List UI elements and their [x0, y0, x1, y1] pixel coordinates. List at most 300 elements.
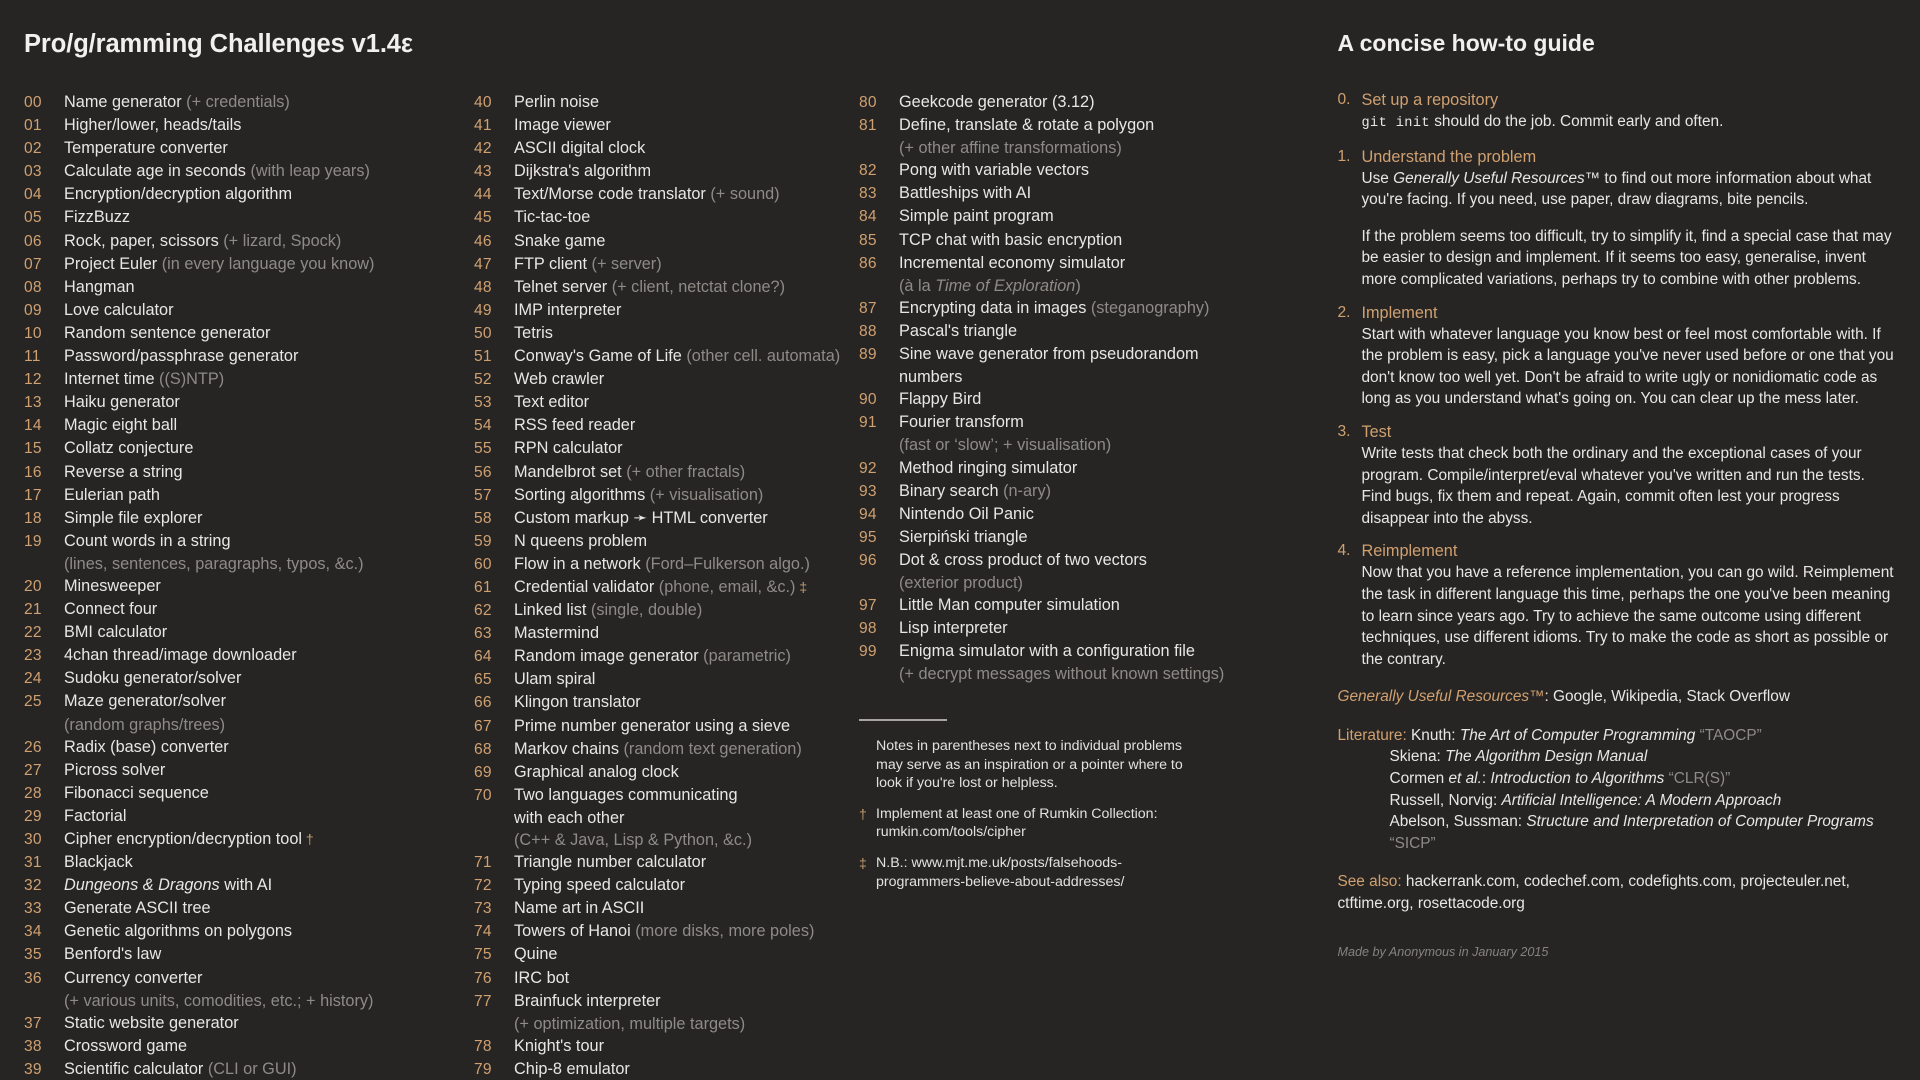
challenge-number: 83	[859, 185, 877, 203]
challenge-number: 58	[474, 509, 492, 527]
challenge-number: 73	[474, 900, 492, 918]
challenge-item	[474, 137, 859, 160]
challenge-label: Define, translate & rotate a polygon	[899, 116, 1155, 135]
challenge-number: 04	[24, 186, 42, 204]
challenge-item	[474, 1035, 859, 1058]
challenge-item	[24, 137, 474, 160]
guide-step	[1337, 421, 1896, 529]
challenge-number: 47	[474, 255, 492, 273]
guide-step-paragraph: Now that you have a reference implementation, you can go wild. Reimplement the task in different language this time, perhaps the one you've been meaning to learn since years ago. Try to achieve the same outcome using different techniques, use different idioms. Try to make the code as short as possible or the contrary.	[1361, 564, 1894, 668]
challenge-number: 23	[24, 647, 42, 665]
challenge-note-continuation: (+ decrypt messages without known settings)	[899, 665, 1225, 684]
challenge-number: 22	[24, 624, 42, 642]
challenge-item	[24, 345, 474, 368]
literature-work-title: Artificial Intelligence: A Modern Approach	[1501, 791, 1782, 809]
guide-step-heading: Understand the problem	[1361, 147, 1537, 166]
challenge-item	[24, 736, 474, 759]
challenge-label: Name art in ASCII	[514, 899, 645, 918]
challenge-item	[859, 91, 1289, 114]
challenge-label: Genetic algorithms on polygons	[64, 922, 293, 941]
guide-step-paragraph: Write tests that check both the ordinary and the exceptional cases of your program. Compile/interpret/eval whatever you've written and run the tests. Find bugs, fix them and repeat. Again, commit often lest your progress disappear into the abyss.	[1361, 444, 1865, 527]
challenge-number: 67	[474, 717, 492, 735]
guide-step-paragraph: Use Generally Useful Resources™ to find out more information about what you're facing. If you need, use paper, draw diagrams, bite pencils.	[1361, 169, 1872, 209]
challenge-number: 36	[24, 969, 42, 987]
guide-step-body	[1361, 302, 1896, 410]
challenge-item	[24, 91, 474, 114]
challenge-number: 30	[24, 831, 42, 848]
challenge-number: 88	[859, 322, 877, 340]
challenge-number: 71	[474, 854, 492, 872]
challenge-label: Flappy Bird	[899, 390, 982, 409]
challenge-number: 79	[474, 1060, 492, 1078]
challenge-number: 84	[859, 208, 877, 226]
challenge-number: 81	[859, 117, 877, 135]
challenge-number: 51	[474, 348, 492, 366]
challenge-item	[474, 622, 859, 645]
challenge-item	[24, 322, 474, 345]
generally-useful-resources-line	[1337, 686, 1896, 708]
challenge-item	[24, 920, 474, 943]
challenge-item	[474, 897, 859, 920]
challenge-number: 25	[24, 693, 42, 711]
literature-label: Literature:	[1337, 726, 1412, 744]
challenge-item	[859, 205, 1289, 228]
guide-step-number: 3.	[1337, 422, 1351, 440]
challenge-label: Hangman	[64, 277, 135, 296]
challenge-label: Reverse a string	[64, 462, 183, 481]
challenge-item	[24, 1012, 474, 1035]
challenge-label: Temperature converter	[64, 139, 228, 158]
challenge-label: Knight's tour	[514, 1036, 604, 1055]
challenge-number: 31	[24, 854, 42, 872]
challenge-item	[474, 1058, 859, 1080]
challenge-number: 38	[24, 1037, 42, 1055]
guide-step-number: 0.	[1337, 91, 1351, 108]
challenge-number: 34	[24, 923, 42, 941]
challenge-label: Custom markup ➛ HTML converter	[514, 508, 768, 527]
challenge-number: 27	[24, 761, 42, 779]
challenge-continuation: with each other	[514, 808, 625, 827]
challenge-note-continuation: (exterior product)	[899, 573, 1023, 592]
challenge-label: Crossword game	[64, 1036, 188, 1055]
challenge-label: Prime number generator using a sieve	[514, 716, 791, 735]
guide-step	[1337, 540, 1896, 670]
challenge-note: (+ server)	[587, 254, 662, 273]
challenge-note-continuation: (+ optimization, multiple targets)	[514, 1014, 746, 1033]
challenge-note: (+ sound)	[705, 185, 780, 204]
challenge-label: Telnet server (+ client, netctat clone?)	[514, 277, 786, 296]
guide-step-body	[1361, 421, 1896, 529]
challenge-label: Image viewer	[514, 116, 611, 135]
challenge-item	[859, 640, 1289, 663]
challenge-note: (phone, email, &c.)	[654, 577, 796, 596]
challenge-column-1	[24, 91, 474, 1080]
challenge-note: (+ client, netctat clone?)	[607, 277, 786, 296]
challenge-columns	[24, 91, 1301, 1080]
challenge-label: Mandelbrot set (+ other fractals)	[514, 462, 746, 481]
challenge-number: 93	[859, 482, 877, 500]
challenge-item	[474, 784, 859, 807]
challenge-number: 24	[24, 670, 42, 688]
challenge-label: Fibonacci sequence	[64, 783, 209, 802]
challenge-label: Love calculator	[64, 300, 174, 319]
guide-step	[1337, 146, 1896, 291]
challenge-item	[474, 114, 859, 137]
challenge-item	[24, 644, 474, 667]
challenge-label: Project Euler (in every language you know)	[64, 254, 375, 273]
challenge-number: 54	[474, 417, 492, 435]
footnote-text: Notes in parentheses next to individual problems may serve as an inspiration or a pointer where to look if you're lost or helpless.	[876, 738, 1183, 792]
challenge-note: (CLI or GUI)	[203, 1059, 297, 1078]
challenge-number: 16	[24, 463, 42, 481]
guide-step-paragraph: git init should do the job. Commit early and often.	[1361, 113, 1724, 131]
challenge-label: 4chan thread/image downloader	[64, 646, 297, 665]
literature-abbreviation: “CLR(S)”	[1664, 770, 1731, 788]
challenge-label: Generate ASCII tree	[64, 899, 211, 918]
challenge-continuation: numbers	[899, 368, 963, 387]
challenge-number: 00	[24, 94, 42, 111]
challenge-item	[24, 1058, 474, 1080]
challenge-item	[474, 230, 859, 253]
challenge-item	[474, 507, 859, 530]
challenge-label: Magic eight ball	[64, 416, 178, 435]
challenge-number: 45	[474, 209, 492, 227]
challenge-item	[859, 457, 1289, 480]
challenge-label: Simple file explorer	[64, 508, 203, 527]
footnote-text: Implement at least one of Rumkin Collection: rumkin.com/tools/cipher	[876, 805, 1158, 841]
challenge-label: Picross solver	[64, 760, 166, 779]
challenge-label: Credential validator (phone, email, &c.) ‡	[514, 577, 808, 596]
challenge-number: 32	[24, 877, 42, 895]
challenge-label: Lisp interpreter	[899, 619, 1008, 638]
challenge-label: Maze generator/solver	[64, 692, 226, 711]
challenge-label: Eulerian path	[64, 485, 160, 504]
challenge-label: Scientific calculator (CLI or GUI)	[64, 1059, 297, 1078]
challenge-note: (single, double)	[586, 601, 703, 620]
challenge-item	[24, 621, 474, 644]
challenge-number: 69	[474, 763, 492, 781]
challenge-label: Battleships with AI	[899, 184, 1032, 203]
challenge-number: 06	[24, 232, 42, 250]
challenge-label: Method ringing simulator	[899, 458, 1078, 477]
challenge-item	[859, 480, 1289, 503]
challenge-number: 18	[24, 509, 42, 527]
challenge-number: 39	[24, 1060, 42, 1078]
challenge-item	[24, 414, 474, 437]
guide-step-heading: Implement	[1361, 303, 1438, 322]
challenge-label: Binary search (n-ary)	[899, 481, 1052, 500]
challenge-number: 99	[859, 643, 877, 661]
challenge-item	[24, 114, 474, 137]
challenge-item	[24, 851, 474, 874]
challenge-number: 90	[859, 391, 877, 409]
challenge-label: Nintendo Oil Panic	[899, 504, 1034, 523]
challenge-label: Haiku generator	[64, 393, 180, 412]
challenge-number: 21	[24, 601, 42, 619]
challenge-number: 80	[859, 94, 877, 111]
challenge-number: 28	[24, 784, 42, 802]
page-title: Pro/g/ramming Challenges v1.4ε	[24, 30, 413, 58]
challenge-number: 03	[24, 163, 42, 181]
challenge-label: Markov chains (random text generation)	[514, 739, 802, 758]
challenge-item	[24, 667, 474, 690]
howto-pane	[1301, 30, 1896, 1070]
guide-steps	[1337, 89, 1896, 670]
challenge-label: IRC bot	[514, 968, 570, 987]
challenge-label: Simple paint program	[899, 207, 1054, 226]
challenge-number: 46	[474, 232, 492, 250]
guide-step-body	[1361, 540, 1896, 670]
challenge-number: 86	[859, 254, 877, 272]
challenge-number: 49	[474, 301, 492, 319]
challenge-label: Two languages communicating	[514, 785, 738, 804]
challenge-item	[474, 91, 859, 114]
challenge-item	[859, 297, 1289, 320]
challenge-label: FTP client (+ server)	[514, 254, 662, 273]
challenge-number: 68	[474, 740, 492, 758]
challenge-item	[474, 738, 859, 761]
challenge-note: ((S)NTP)	[154, 370, 225, 389]
challenge-number: 97	[859, 597, 877, 615]
challenge-item	[474, 761, 859, 784]
challenge-label: Triangle number calculator	[514, 853, 707, 872]
challenge-note: (other cell. automata)	[681, 347, 841, 366]
challenge-item	[859, 388, 1289, 411]
challenge-number: 29	[24, 807, 42, 825]
footnotes	[859, 737, 1209, 891]
challenge-item	[474, 530, 859, 553]
challenge-item	[474, 160, 859, 183]
challenge-number: 15	[24, 440, 42, 458]
challenge-label: RSS feed reader	[514, 416, 636, 435]
guide-step-heading: Test	[1361, 422, 1392, 441]
literature-abbreviation: “SICP”	[1389, 834, 1436, 852]
challenge-item	[474, 206, 859, 229]
guide-step-number: 4.	[1337, 542, 1351, 560]
footnote-marker: †	[302, 831, 314, 847]
challenge-item	[474, 368, 859, 391]
challenge-item	[474, 414, 859, 437]
footnote	[859, 805, 1209, 842]
literature-entry: Skiena: The Algorithm Design Manual	[1389, 748, 1648, 766]
challenge-number: 65	[474, 671, 492, 689]
challenge-item	[474, 576, 859, 599]
challenge-note: (in every language you know)	[157, 254, 375, 273]
challenge-label: Collatz conjecture	[64, 439, 194, 458]
literature-work-title: Structure and Interpretation of Computer Programs	[1526, 813, 1874, 831]
challenge-label: Dungeons & Dragons with AI	[64, 876, 273, 895]
gur-value: Google, Wikipedia, Stack Overflow	[1553, 688, 1790, 706]
challenge-number: 75	[474, 946, 492, 964]
see-also-label: See also:	[1337, 873, 1402, 891]
challenge-label: Internet time ((S)NTP)	[64, 370, 225, 389]
challenge-label: Radix (base) converter	[64, 737, 229, 756]
challenge-item	[474, 461, 859, 484]
challenge-label: Sine wave generator from pseudorandom	[899, 345, 1199, 364]
literature-work-title: The Algorithm Design Manual	[1445, 748, 1648, 766]
challenge-item	[24, 759, 474, 782]
challenge-item	[24, 160, 474, 183]
challenge-number: 82	[859, 162, 877, 180]
challenge-label: Pong with variable vectors	[899, 161, 1090, 180]
challenge-number: 92	[859, 459, 877, 477]
challenge-label: Factorial	[64, 806, 127, 825]
footnote-text: N.B.: www.mjt.me.uk/posts/falsehoods-programmers-believe-about-addresses/	[876, 855, 1125, 890]
guide-step-body	[1361, 146, 1896, 291]
footnote-mark: †	[859, 805, 867, 822]
challenge-number: 11	[24, 348, 41, 366]
challenge-label: Enigma simulator with a configuration file	[899, 642, 1195, 661]
challenge-number: 76	[474, 969, 492, 987]
challenge-label: Klingon translator	[514, 693, 641, 712]
challenge-number: 55	[474, 440, 492, 458]
challenge-number: 91	[859, 414, 877, 432]
guide-step-paragraph: If the problem seems too difficult, try to simplify it, find a special case that may be easier to design and implement. If it seems too easy, generalise, invent more complicated variations, perhaps try to combine with other problems.	[1361, 227, 1892, 288]
challenge-item	[474, 967, 859, 990]
literature-entry: Russell, Norvig: Artificial Intelligence: A Modern Approach	[1389, 791, 1782, 809]
challenge-item	[24, 253, 474, 276]
challenge-label: Typing speed calculator	[514, 876, 686, 895]
challenge-number: 64	[474, 648, 492, 666]
guide-step	[1337, 302, 1896, 410]
challenge-note: (+ credentials)	[181, 93, 290, 111]
challenge-label: Linked list (single, double)	[514, 601, 703, 620]
challenge-label: Sudoku generator/solver	[64, 669, 242, 688]
challenge-number: 72	[474, 877, 492, 895]
challenge-item	[474, 484, 859, 507]
literature-entry: Cormen et al.: Introduction to Algorithms “CLR(S)”	[1389, 770, 1731, 788]
challenge-label: Ulam spiral	[514, 670, 596, 689]
challenge-label: IMP interpreter	[514, 300, 622, 319]
literature-entry	[1337, 833, 1896, 855]
challenge-label: Minesweeper	[64, 576, 161, 595]
challenge-item	[859, 320, 1289, 343]
challenge-number: 41	[474, 117, 492, 135]
challenge-label: Random image generator (parametric)	[514, 647, 791, 666]
challenge-number: 70	[474, 786, 492, 804]
challenge-item	[24, 897, 474, 920]
challenge-item	[474, 668, 859, 691]
challenge-item	[24, 484, 474, 507]
challenge-note: (+ lizard, Spock)	[218, 231, 342, 250]
guide-title: A concise how-to guide	[1337, 30, 1595, 56]
challenge-label: Brainfuck interpreter	[514, 991, 661, 1010]
challenge-label: Text/Morse code translator (+ sound)	[514, 185, 780, 204]
challenge-item	[24, 598, 474, 621]
challenge-label: Chip-8 emulator	[514, 1059, 630, 1078]
challenge-item	[24, 943, 474, 966]
challenge-item	[24, 1035, 474, 1058]
challenge-number: 08	[24, 278, 42, 296]
challenge-item	[474, 943, 859, 966]
challenge-item	[24, 230, 474, 253]
challenge-label: Name generator (+ credentials)	[64, 93, 290, 111]
challenge-note-continuation: (random graphs/trees)	[64, 715, 226, 734]
challenge-label: Pascal's triangle	[899, 321, 1018, 340]
challenge-item	[474, 691, 859, 714]
footnote-mark: ‡	[859, 855, 867, 871]
challenge-label: Benford's law	[64, 945, 162, 964]
challenge-number: 59	[474, 532, 492, 550]
challenge-item	[859, 503, 1289, 526]
challenge-note: (+ visualisation)	[645, 485, 764, 504]
challenge-label: Blackjack	[64, 853, 133, 872]
challenge-note-continuation: (à la Time of Exploration)	[899, 276, 1081, 295]
challenge-number: 89	[859, 346, 877, 364]
challenge-label: Currency converter	[64, 968, 203, 987]
challenge-label: Sierpiński triangle	[899, 527, 1028, 546]
challenge-number: 20	[24, 577, 42, 595]
challenge-label: Conway's Game of Life (other cell. automata)	[514, 347, 841, 366]
challenge-number: 35	[24, 946, 42, 964]
challenge-item	[24, 530, 474, 553]
challenge-number: 57	[474, 486, 492, 504]
challenge-item	[859, 252, 1289, 275]
challenge-column-3	[859, 91, 1289, 1080]
challenge-number: 33	[24, 900, 42, 918]
challenge-number: 94	[859, 505, 877, 523]
challenge-note-continuation: (+ other affine transformations)	[899, 139, 1122, 158]
challenge-label: Dijkstra's algorithm	[514, 162, 652, 181]
challenge-label: Static website generator	[64, 1013, 239, 1032]
challenge-label: Sorting algorithms (+ visualisation)	[514, 485, 764, 504]
challenge-number: 77	[474, 992, 492, 1010]
challenge-item	[474, 553, 859, 576]
challenge-number: 17	[24, 486, 42, 504]
challenge-number: 87	[859, 299, 877, 317]
guide-step-paragraph: Start with whatever language you know best or feel most comfortable with. If the problem is easy, pick a language you've never used before or one that you don't know too well yet. Don't be afraid to write ugly or nonidiomatic code as long as you understand what's going on. You can clear up the mess later.	[1361, 325, 1894, 408]
footnote-marker: ‡	[795, 578, 808, 595]
challenge-item	[859, 526, 1289, 549]
challenge-item	[859, 182, 1289, 205]
challenge-item	[24, 805, 474, 828]
literature-work-title: The Art of Computer Programming	[1459, 726, 1696, 744]
challenge-item	[859, 594, 1289, 617]
challenge-number: 96	[859, 551, 877, 569]
challenge-note-continuation: (C++ & Java, Lisp & Python, &c.)	[514, 831, 752, 849]
challenge-item	[474, 874, 859, 897]
challenge-item	[474, 715, 859, 738]
challenge-item	[859, 617, 1289, 640]
challenge-note: (more disks, more poles)	[630, 922, 815, 941]
challenge-label: BMI calculator	[64, 623, 168, 642]
challenge-item	[474, 322, 859, 345]
challenge-item	[24, 967, 474, 990]
see-also-value: hackerrank.com, codechef.com, codefights.com, projecteuler.net, ctftime.org, rosettacode.org	[1337, 873, 1850, 913]
challenge-item	[474, 851, 859, 874]
challenge-label: Mastermind	[514, 624, 600, 643]
challenge-item	[474, 437, 859, 460]
challenge-number: 09	[24, 301, 42, 319]
challenge-note-continuation: (+ various units, comodities, etc.; + history)	[64, 991, 374, 1010]
challenges-pane	[24, 30, 1301, 1078]
challenge-number: 56	[474, 463, 492, 481]
challenge-label: Towers of Hanoi (more disks, more poles)	[514, 922, 815, 941]
challenge-label: Higher/lower, heads/tails	[64, 116, 242, 135]
guide-step-heading: Set up a repository	[1361, 91, 1499, 109]
challenge-number: 26	[24, 738, 42, 756]
challenge-note: (steganography)	[1086, 298, 1210, 317]
challenge-item	[474, 345, 859, 368]
challenge-label: Text editor	[514, 393, 590, 412]
guide-step-number: 1.	[1337, 147, 1351, 165]
challenge-item	[474, 990, 859, 1013]
challenge-item	[24, 206, 474, 229]
challenge-note-continuation: (lines, sentences, paragraphs, typos, &c.)	[64, 554, 364, 573]
challenge-label: Calculate age in seconds (with leap years)	[64, 162, 370, 181]
footnote	[859, 737, 1209, 793]
challenge-note: (with leap years)	[245, 162, 370, 181]
